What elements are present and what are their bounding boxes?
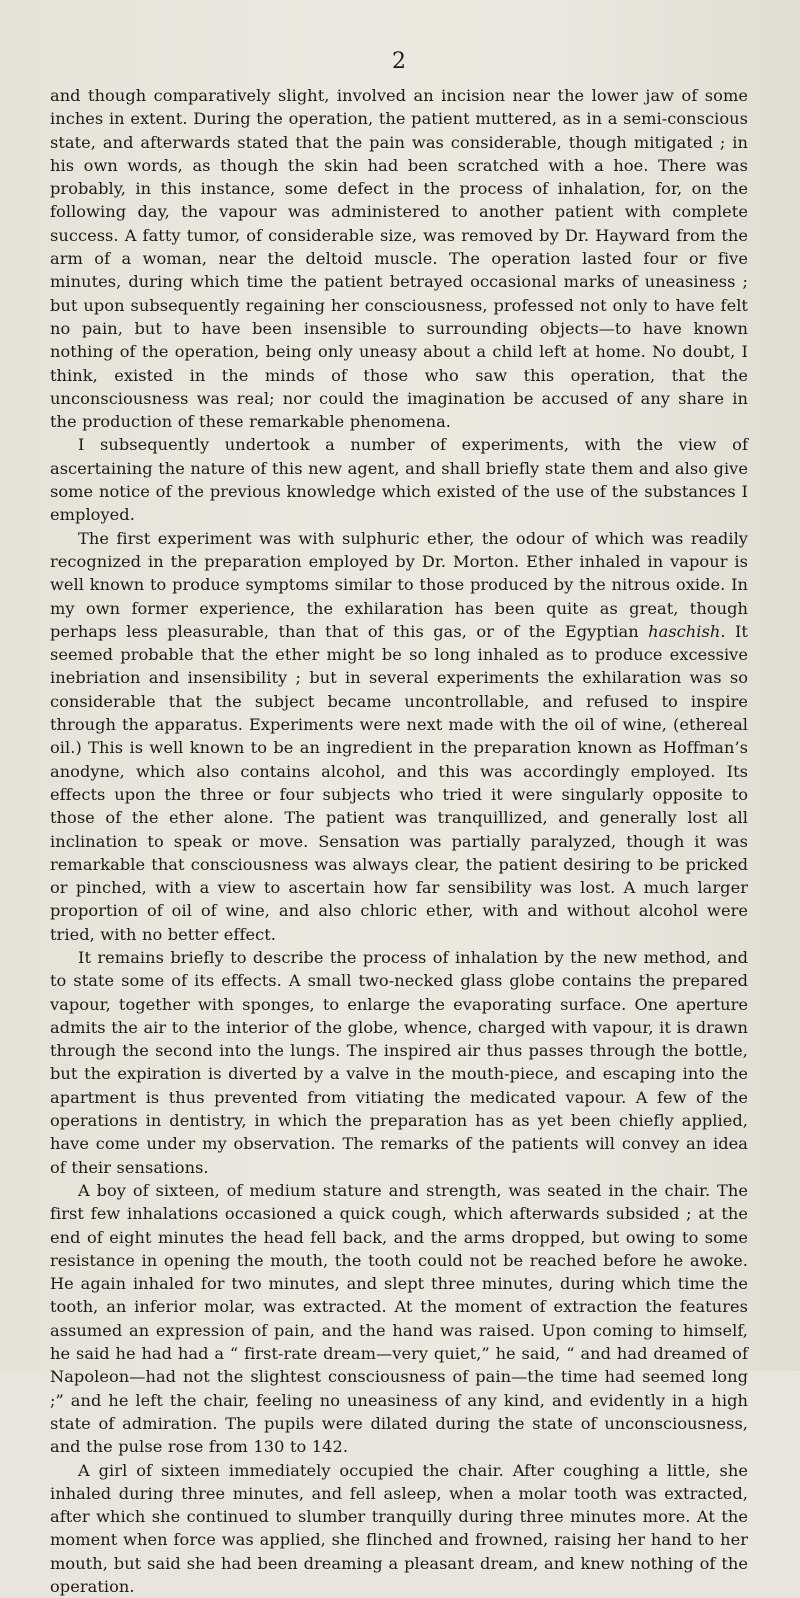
paragraph-2: I subsequently undertook a number of experiments, with the view of ascertaining the nature of this new agent, and shall briefly state them and also give some notice of the previous knowledge which existed of the use of the substances I employed.: [50, 435, 748, 525]
page-number: 2: [392, 49, 406, 74]
paragraph-3-text-before: The first experiment was with sulphuric ether, the odour of which was readily recognized in the preparation employed by Dr. Morton. Ether inhaled in vapour is well known to produce symptoms similar to those produced by the nitrous oxide. In my own former experience, the exhilaration has been quite as great, though perhaps less pleasurable, than that of this gas, or of the Egyptian: [50, 528, 748, 641]
paragraph-4: It remains briefly to describe the process of inhalation by the new method, and to state some of its effects. A small two-necked glass globe contains the prepared vapour, together with sponges, to enlarge the evaporating surface. One aperture admits the air to the interior of the globe, whence, charged with vapour, it is drawn through the second into the lungs. The inspired air thus passes through the bottle, but the expiration is diverted by a valve in the mouth-piece, and escaping into the apartment is thus prevented from vitiating the medicated vapour. A few of the operations in dentistry, in which the preparation has as yet been chiefly applied, have come under my observation. The remarks of the patients will convey an idea of their sensations.: [50, 947, 748, 1177]
paragraph-3-text-after: . It seemed probable that the ether might be so long inhaled as to produce excessive inebriation and insensibility ; but in several experiments the exhilaration was so considerable that the subject became uncontrollable, and refused to inspire through the apparatus. Experiments were next made with the oil of wine, (ethereal oil.) This is well known to be an ingredient in the preparation known as Hoffman’s anodyne, which also contains alcohol, and this was accordingly employed. Its effects upon the three or four subjects who tried it were singularly opposite to those of the ether alone. The patient was tranquillized, and generally lost all inclination to speak or move. Sensation was partially paralyzed, though it was remarkable that consciousness was always clear, the patient desiring to be pricked or pinched, with a view to ascertain how far sensibility was lost. A much larger proportion of oil of wine, and also chloric ether, with and without alcohol were tried, with no better effect.: [50, 621, 748, 944]
paragraph-1: and though comparatively slight, involved an incision near the lower jaw of some inches in extent. During the operation, the patient muttered, as in a semi-conscious state, and afterwards stated that the pain was considerable, though mitigated ; in his own words, as though the skin had been scratched with a hoe. There was probably, in this instance, some defect in the process of inhalation, for, on the following day, the vapour was administered to another patient with complete success. A fatty tumor, of considerable size, was removed by Dr. Hayward from the arm of a woman, near the deltoid muscle. The operation lasted four or five minutes, during which time the patient betrayed occasional marks of uneasiness ; but upon subsequently regaining her consciousness, professed not only to have felt no pain, but to have been insensible to surrounding objects—to have known nothing of the operation, being only uneasy about a child left at home. No doubt, I think, existed in the minds of those who saw this operation, that the unconsciousness was real; nor could the imagination be accused of any share in the production of these remarkable phenomena.: [50, 86, 748, 432]
paragraph-5: A boy of sixteen, of medium stature and strength, was seated in the chair. The first few inhalations occasioned a quick cough, which afterwards subsided ; at the end of eight minutes the head fell back, and the arms dropped, but owing to some resistance in opening the mouth, the tooth could not be reached before he awoke. He again inhaled for two minutes, and slept three minutes, during which time the tooth, an inferior molar, was extracted. At the moment of extraction the features assumed an expression of pain, and the hand was raised. Upon coming to himself, he said he had had a “ first-rate dream—very quiet,” he said, “ and had dreamed of Napoleon—had not the slightest consciousness of pain—the time had seemed long ;” and he left the chair, feeling no uneasiness of any kind, and evidently in a high state of admiration. The pupils were dilated during the state of unconsciousness, and the pulse rose from 130 to 142.: [50, 1180, 748, 1457]
paragraph-6: A girl of sixteen immediately occupied the chair. After coughing a little, she inhaled during three minutes, and fell asleep, when a molar tooth was extracted, after which she continued to slumber tranquilly during three minutes more. At the moment when force was applied, she flinched and frowned, raising her hand to her mouth, but said she had been dreaming a pleasant dream, and knew nothing of the operation.: [50, 1460, 748, 1596]
paragraph-3: [50, 527, 748, 946]
italic-word-haschish: haschish: [648, 621, 721, 641]
